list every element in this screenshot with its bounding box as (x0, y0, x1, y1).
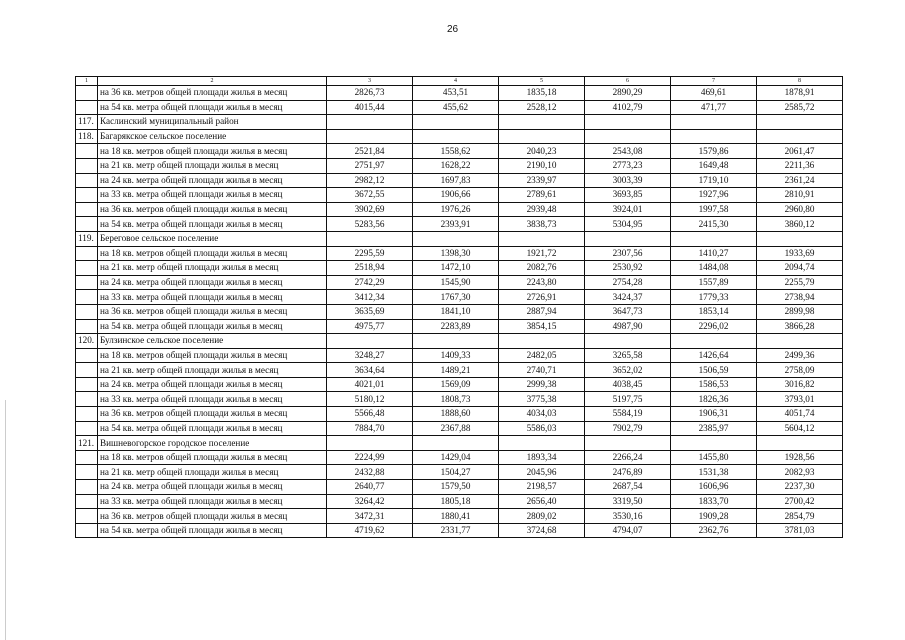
row-number (76, 392, 98, 407)
value-cell: 3003,39 (585, 173, 671, 188)
value-cell: 3854,15 (499, 319, 585, 334)
value-cell: 1506,59 (671, 363, 757, 378)
value-cell: 1719,10 (671, 173, 757, 188)
value-cell: 1409,33 (413, 348, 499, 363)
value-cell: 3793,01 (757, 392, 843, 407)
row-label: на 36 кв. метров общей площади жилья в месяц (98, 202, 327, 217)
row-number (76, 407, 98, 422)
value-cell: 2040,23 (499, 144, 585, 159)
value-cell: 2331,77 (413, 523, 499, 538)
value-cell: 1878,91 (757, 86, 843, 101)
value-cell: 1808,73 (413, 392, 499, 407)
value-cell: 2476,89 (585, 465, 671, 480)
value-cell: 2415,30 (671, 217, 757, 232)
value-cell: 1649,48 (671, 158, 757, 173)
table-row (76, 494, 843, 509)
value-cell: 1928,56 (757, 450, 843, 465)
table-row (76, 173, 843, 188)
value-cell (413, 231, 499, 246)
value-cell: 4051,74 (757, 407, 843, 422)
value-cell: 2061,47 (757, 144, 843, 159)
row-label: на 54 кв. метра общей площади жилья в месяц (98, 523, 327, 538)
value-cell: 2809,02 (499, 509, 585, 524)
value-cell: 3924,01 (585, 202, 671, 217)
row-number (76, 523, 98, 538)
value-cell: 5604,12 (757, 421, 843, 436)
value-cell: 4015,44 (327, 100, 413, 115)
value-cell: 7902,79 (585, 421, 671, 436)
row-label: на 33 кв. метра общей площади жилья в месяц (98, 290, 327, 305)
row-number (76, 450, 98, 465)
table-row (76, 480, 843, 495)
row-label: на 36 кв. метров общей площади жилья в месяц (98, 86, 327, 101)
value-cell: 2687,54 (585, 480, 671, 495)
row-label: на 18 кв. метров общей площади жилья в месяц (98, 450, 327, 465)
scan-edge-line (5, 400, 6, 640)
table-row (76, 319, 843, 334)
value-cell: 3248,27 (327, 348, 413, 363)
value-cell (499, 231, 585, 246)
value-cell: 2296,02 (671, 319, 757, 334)
row-label: на 18 кв. метров общей площади жилья в месяц (98, 348, 327, 363)
value-cell: 2810,91 (757, 188, 843, 203)
row-label: на 36 кв. метров общей площади жилья в месяц (98, 407, 327, 422)
row-label: на 54 кв. метра общей площади жилья в месяц (98, 100, 327, 115)
value-cell: 3319,50 (585, 494, 671, 509)
value-cell (499, 115, 585, 130)
value-cell (671, 231, 757, 246)
column-number: 7 (671, 77, 757, 86)
table-row (76, 188, 843, 203)
column-number: 2 (98, 77, 327, 86)
table-row (76, 275, 843, 290)
value-cell: 2826,73 (327, 86, 413, 101)
value-cell (757, 129, 843, 144)
value-cell: 1927,96 (671, 188, 757, 203)
value-cell: 2656,40 (499, 494, 585, 509)
value-cell: 5586,03 (499, 421, 585, 436)
row-number: 120. (76, 334, 98, 349)
row-number (76, 217, 98, 232)
column-number: 6 (585, 77, 671, 86)
value-cell: 2224,99 (327, 450, 413, 465)
value-cell: 1906,31 (671, 407, 757, 422)
table-row (76, 363, 843, 378)
value-cell: 2190,10 (499, 158, 585, 173)
value-cell: 5584,19 (585, 407, 671, 422)
value-cell: 2960,80 (757, 202, 843, 217)
section-title: Береговое сельское поселение (98, 231, 327, 246)
value-cell: 2521,84 (327, 144, 413, 159)
row-number (76, 158, 98, 173)
value-cell: 1557,89 (671, 275, 757, 290)
table-row (76, 144, 843, 159)
value-cell: 2295,59 (327, 246, 413, 261)
value-cell: 2773,23 (585, 158, 671, 173)
value-cell: 7884,70 (327, 421, 413, 436)
value-cell: 2899,98 (757, 304, 843, 319)
row-number (76, 494, 98, 509)
value-cell: 1579,86 (671, 144, 757, 159)
row-number (76, 188, 98, 203)
row-number: 118. (76, 129, 98, 144)
value-cell: 3693,85 (585, 188, 671, 203)
table-row (76, 523, 843, 538)
value-cell: 1826,36 (671, 392, 757, 407)
value-cell: 5283,56 (327, 217, 413, 232)
column-number-row (76, 77, 843, 86)
value-cell (413, 129, 499, 144)
value-cell: 3672,55 (327, 188, 413, 203)
value-cell: 2198,57 (499, 480, 585, 495)
value-cell: 3635,69 (327, 304, 413, 319)
value-cell (499, 129, 585, 144)
row-number (76, 144, 98, 159)
row-label: на 24 кв. метра общей площади жилья в месяц (98, 480, 327, 495)
row-number (76, 304, 98, 319)
row-number (76, 202, 98, 217)
row-label: на 21 кв. метр общей площади жилья в месяц (98, 363, 327, 378)
value-cell: 2266,24 (585, 450, 671, 465)
row-number (76, 290, 98, 305)
value-cell: 1579,50 (413, 480, 499, 495)
table-row (76, 202, 843, 217)
value-cell: 5180,12 (327, 392, 413, 407)
row-number (76, 173, 98, 188)
row-label: на 24 кв. метра общей площади жилья в месяц (98, 275, 327, 290)
table-body (76, 77, 843, 538)
value-cell: 3647,73 (585, 304, 671, 319)
table-row (76, 450, 843, 465)
value-cell (671, 436, 757, 451)
table-row (76, 407, 843, 422)
row-number (76, 363, 98, 378)
row-number (76, 421, 98, 436)
row-label: на 36 кв. метров общей площади жилья в месяц (98, 509, 327, 524)
value-cell: 1933,69 (757, 246, 843, 261)
value-cell (327, 115, 413, 130)
value-cell: 2890,29 (585, 86, 671, 101)
value-cell: 3265,58 (585, 348, 671, 363)
section-title: Багарякское сельское поселение (98, 129, 327, 144)
column-number: 8 (757, 77, 843, 86)
value-cell: 3412,34 (327, 290, 413, 305)
value-cell (327, 436, 413, 451)
section-row (76, 115, 843, 130)
value-cell: 2789,61 (499, 188, 585, 203)
table-row (76, 377, 843, 392)
value-cell: 2854,79 (757, 509, 843, 524)
value-cell: 3866,28 (757, 319, 843, 334)
value-cell: 2887,94 (499, 304, 585, 319)
row-label: на 21 кв. метр общей площади жилья в месяц (98, 158, 327, 173)
value-cell: 1880,41 (413, 509, 499, 524)
value-cell (671, 115, 757, 130)
value-cell: 2082,76 (499, 261, 585, 276)
value-cell (757, 115, 843, 130)
value-cell: 2543,08 (585, 144, 671, 159)
value-cell: 1697,83 (413, 173, 499, 188)
value-cell: 3634,64 (327, 363, 413, 378)
value-cell: 1779,33 (671, 290, 757, 305)
row-label: на 54 кв. метра общей площади жилья в месяц (98, 421, 327, 436)
row-number (76, 509, 98, 524)
table-row (76, 100, 843, 115)
value-cell: 1906,66 (413, 188, 499, 203)
value-cell: 4719,62 (327, 523, 413, 538)
value-cell: 1921,72 (499, 246, 585, 261)
value-cell (757, 231, 843, 246)
value-cell: 1767,30 (413, 290, 499, 305)
value-cell: 1606,96 (671, 480, 757, 495)
value-cell (327, 231, 413, 246)
value-cell: 2255,79 (757, 275, 843, 290)
section-row (76, 436, 843, 451)
value-cell: 3781,03 (757, 523, 843, 538)
value-cell: 1893,34 (499, 450, 585, 465)
value-cell: 2528,12 (499, 100, 585, 115)
value-cell: 5566,48 (327, 407, 413, 422)
value-cell: 2700,42 (757, 494, 843, 509)
value-cell: 1909,28 (671, 509, 757, 524)
value-cell: 4975,77 (327, 319, 413, 334)
value-cell: 2758,09 (757, 363, 843, 378)
row-number (76, 319, 98, 334)
value-cell: 1472,10 (413, 261, 499, 276)
column-number: 3 (327, 77, 413, 86)
value-cell: 1841,10 (413, 304, 499, 319)
value-cell: 2518,94 (327, 261, 413, 276)
value-cell: 4034,03 (499, 407, 585, 422)
value-cell: 3860,12 (757, 217, 843, 232)
value-cell: 3838,73 (499, 217, 585, 232)
row-label: на 18 кв. метров общей площади жилья в месяц (98, 246, 327, 261)
value-cell: 1426,64 (671, 348, 757, 363)
value-cell: 3472,31 (327, 509, 413, 524)
value-cell: 2482,05 (499, 348, 585, 363)
value-cell: 2999,38 (499, 377, 585, 392)
value-cell: 2385,97 (671, 421, 757, 436)
value-cell: 2361,24 (757, 173, 843, 188)
value-cell: 1489,21 (413, 363, 499, 378)
section-row (76, 231, 843, 246)
value-cell (671, 334, 757, 349)
value-cell: 1997,58 (671, 202, 757, 217)
value-cell: 2367,88 (413, 421, 499, 436)
row-label: на 33 кв. метра общей площади жилья в месяц (98, 392, 327, 407)
value-cell: 1410,27 (671, 246, 757, 261)
table-row (76, 465, 843, 480)
table-row (76, 392, 843, 407)
value-cell: 469,61 (671, 86, 757, 101)
value-cell: 2982,12 (327, 173, 413, 188)
value-cell (327, 129, 413, 144)
row-number (76, 480, 98, 495)
page-number: 26 (446, 24, 459, 35)
value-cell: 2307,56 (585, 246, 671, 261)
value-cell: 2339,97 (499, 173, 585, 188)
value-cell: 4021,01 (327, 377, 413, 392)
value-cell: 1531,38 (671, 465, 757, 480)
value-cell (585, 129, 671, 144)
value-cell: 2094,74 (757, 261, 843, 276)
value-cell: 1805,18 (413, 494, 499, 509)
value-cell: 2362,76 (671, 523, 757, 538)
section-title: Булзинское сельское поселение (98, 334, 327, 349)
value-cell: 2738,94 (757, 290, 843, 305)
value-cell: 1628,22 (413, 158, 499, 173)
table-row (76, 509, 843, 524)
value-cell: 2211,36 (757, 158, 843, 173)
row-number (76, 261, 98, 276)
row-number: 117. (76, 115, 98, 130)
value-cell: 2393,91 (413, 217, 499, 232)
value-cell: 3424,37 (585, 290, 671, 305)
row-number (76, 275, 98, 290)
value-cell: 5197,75 (585, 392, 671, 407)
value-cell (499, 334, 585, 349)
value-cell: 2283,89 (413, 319, 499, 334)
row-label: на 33 кв. метра общей площади жилья в месяц (98, 494, 327, 509)
value-cell: 3775,38 (499, 392, 585, 407)
table-row (76, 290, 843, 305)
column-number: 1 (76, 77, 98, 86)
value-cell: 2640,77 (327, 480, 413, 495)
row-label: на 21 кв. метр общей площади жилья в месяц (98, 465, 327, 480)
value-cell: 1833,70 (671, 494, 757, 509)
value-cell (499, 436, 585, 451)
row-label: на 18 кв. метров общей площади жилья в месяц (98, 144, 327, 159)
value-cell: 2726,91 (499, 290, 585, 305)
row-label: на 36 кв. метров общей площади жилья в месяц (98, 304, 327, 319)
value-cell: 3016,82 (757, 377, 843, 392)
value-cell: 5304,95 (585, 217, 671, 232)
value-cell (585, 231, 671, 246)
column-number: 5 (499, 77, 585, 86)
tariff-table (75, 76, 843, 538)
section-title: Вишневогорское городское поселение (98, 436, 327, 451)
value-cell: 2082,93 (757, 465, 843, 480)
value-cell (327, 334, 413, 349)
value-cell (585, 436, 671, 451)
value-cell: 1853,14 (671, 304, 757, 319)
row-number (76, 86, 98, 101)
value-cell (413, 334, 499, 349)
table-row (76, 261, 843, 276)
value-cell: 1484,08 (671, 261, 757, 276)
value-cell: 1976,26 (413, 202, 499, 217)
row-number (76, 348, 98, 363)
value-cell: 2237,30 (757, 480, 843, 495)
value-cell: 1586,53 (671, 377, 757, 392)
value-cell: 1545,90 (413, 275, 499, 290)
row-label: на 54 кв. метра общей площади жилья в месяц (98, 319, 327, 334)
value-cell (757, 436, 843, 451)
value-cell (671, 129, 757, 144)
value-cell (585, 334, 671, 349)
row-number (76, 465, 98, 480)
row-number (76, 100, 98, 115)
value-cell: 1504,27 (413, 465, 499, 480)
value-cell: 2742,29 (327, 275, 413, 290)
section-row (76, 334, 843, 349)
section-row (76, 129, 843, 144)
value-cell (585, 115, 671, 130)
value-cell: 2045,96 (499, 465, 585, 480)
section-title: Каслинский муниципальный район (98, 115, 327, 130)
table-row (76, 158, 843, 173)
value-cell: 2243,80 (499, 275, 585, 290)
value-cell (757, 334, 843, 349)
value-cell: 2751,97 (327, 158, 413, 173)
value-cell: 3652,02 (585, 363, 671, 378)
value-cell: 4102,79 (585, 100, 671, 115)
row-label: на 24 кв. метра общей площади жилья в месяц (98, 173, 327, 188)
value-cell: 1558,62 (413, 144, 499, 159)
value-cell: 2499,36 (757, 348, 843, 363)
value-cell: 1398,30 (413, 246, 499, 261)
value-cell: 4987,90 (585, 319, 671, 334)
value-cell: 3264,42 (327, 494, 413, 509)
value-cell: 3724,68 (499, 523, 585, 538)
value-cell: 1888,60 (413, 407, 499, 422)
value-cell: 1835,18 (499, 86, 585, 101)
value-cell: 1455,80 (671, 450, 757, 465)
row-label: на 54 кв. метра общей площади жилья в месяц (98, 217, 327, 232)
table-row (76, 304, 843, 319)
table-row (76, 348, 843, 363)
table-row (76, 421, 843, 436)
table-row (76, 86, 843, 101)
value-cell: 2530,92 (585, 261, 671, 276)
value-cell: 2585,72 (757, 100, 843, 115)
value-cell: 455,62 (413, 100, 499, 115)
value-cell: 1569,09 (413, 377, 499, 392)
value-cell: 2754,28 (585, 275, 671, 290)
table-row (76, 217, 843, 232)
value-cell: 4038,45 (585, 377, 671, 392)
row-label: на 24 кв. метра общей площади жилья в месяц (98, 377, 327, 392)
value-cell (413, 436, 499, 451)
column-number: 4 (413, 77, 499, 86)
value-cell: 453,51 (413, 86, 499, 101)
value-cell: 2939,48 (499, 202, 585, 217)
value-cell (413, 115, 499, 130)
value-cell: 3902,69 (327, 202, 413, 217)
value-cell: 2432,88 (327, 465, 413, 480)
value-cell: 471,77 (671, 100, 757, 115)
value-cell: 1429,04 (413, 450, 499, 465)
table-row (76, 246, 843, 261)
value-cell: 3530,16 (585, 509, 671, 524)
row-number (76, 246, 98, 261)
value-cell: 2740,71 (499, 363, 585, 378)
row-number: 121. (76, 436, 98, 451)
row-number (76, 377, 98, 392)
row-label: на 33 кв. метра общей площади жилья в месяц (98, 188, 327, 203)
value-cell: 4794,07 (585, 523, 671, 538)
row-label: на 21 кв. метр общей площади жилья в месяц (98, 261, 327, 276)
row-number: 119. (76, 231, 98, 246)
